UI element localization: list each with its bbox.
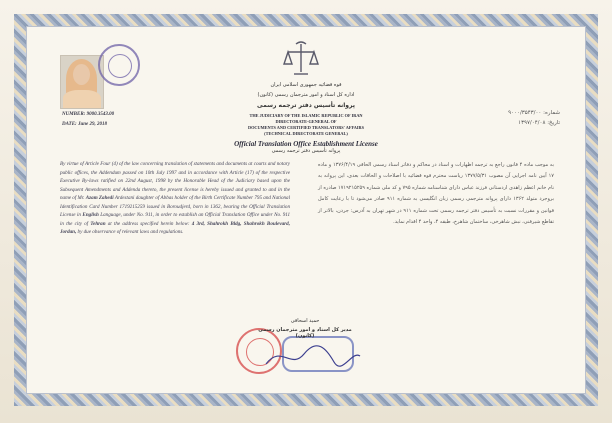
document-title-en: Official Translation Office Establishment License	[234, 140, 378, 148]
license-number-en: NUMBER: 9000.3543.00	[62, 112, 115, 117]
header-fa-line-1: قوه قضائیه جمهوری اسلامی ایران	[270, 82, 342, 88]
en-body-part: at the address specified herein below:	[105, 220, 192, 227]
license-language: English	[82, 212, 99, 218]
en-body-part: Language, under No. 911, in order to establish an Official Translation Office under No. 911 in the city of	[60, 212, 290, 227]
signature-icon	[256, 336, 366, 376]
en-body-part: by due observance of relevant laws and regulations.	[76, 229, 184, 235]
header-en-line-2: DIRECTORATE-GENERAL OF	[275, 119, 337, 124]
holder-name: Azam Zahedi	[85, 195, 114, 201]
en-body-part: By virtue of Article Four (4) of the law concerning translation of statements and documents at courts and notary public offices, the Addendum passed on 10th July 1997 and in accordance with Article (17) of the respective Executive By-laws ratified on 22nd August, 1998 by the Honorable Head of the Judiciary based upon the Subsequent Amendments and Addenda thereto, the present license is hereby issued and granted to and in the name of Mr.	[60, 161, 290, 201]
license-number-fa: شماره: ۹۰۰۰/۳۵۴۳/۰۰	[508, 110, 560, 116]
en-body-part: Ardestani daughter of Abbas holder of the Birth Certificate Number 795 and National Identification Card Number 1719215259 issued in Boroudjerd, born in 1362, bearing the Official Translation License in	[60, 195, 291, 218]
license-date-en: DATE: June 29, 2018	[62, 122, 108, 127]
document-title-fa: پروانه تأسیس دفتر ترجمه رسمی	[271, 148, 341, 154]
signatory-title: مدیر کل اسناد و امور مترجمان رسمی (کانون)	[258, 327, 352, 339]
header-en-line-1: THE JUDICIARY OF THE ISLAMIC REPUBLIC OF IRAN	[249, 113, 363, 118]
header-fa-line-3: پروانه تأسیس دفتر ترجمه رسمی	[257, 102, 355, 109]
header-en-line-3: DOCUMENTS AND CERTIFIED TRANSLATORS' AFFAIRS	[247, 125, 365, 130]
office-city: Tehran	[90, 220, 106, 227]
photo-seal	[98, 44, 140, 86]
license-date-fa: تاریخ: ۱۳۹۷/۰۴/۰۸	[518, 120, 560, 126]
emblem-icon	[282, 40, 320, 80]
persian-body-text: به موجب ماده ۴ قانون راجع به ترجمه اظهارات و اسناد در محاکم و دفاتر اسناد رسمی الحاقی ۱۳۷۶/۴/۱۹ و ماده ۱۷ آیین نامه اجرایی آن مصوب ۱۳۷۷/۵/۳۱ ریاست محترم قوه قضائیه با اصلاحات و الحاقات بعدی، این پروانه به نام خانم اعظم زاهدی اردستانی فرزند عباس دارای شناسنامه شماره ۷۹۵ و کد ملی شماره ۱۷۱۹۲۱۵۲۵۹ صادره از بروجرد متولد ۱۳۶۲ دارای پروانه مترجمی رسمی زبان انگلیسی به شماره ۹۱۱ صادر می‌شود تا با رعایت کامل قوانین و مقررات نسبت به تأسیس دفتر ترجمه رسمی تحت شماره ۹۱۱ در شهر تهران به آدرس: جردن، بالاتر از تقاطع شیرفنی، نبش شاهرخی، ساختمان شاهرخ، طبقه ۴، واحد ۴ اقدام نماید.	[318, 162, 555, 226]
english-body-text	[60, 160, 290, 237]
signatory-name: حمید اسحاقی	[290, 318, 320, 324]
header-en-line-4: (TECHNICAL DIRECTORATE GENERAL)	[264, 131, 348, 136]
office-address: 4 3rd, Shahrokh Bldg, Shahrokh Boulevard, Jordan,	[60, 220, 290, 235]
header-fa-line-2: اداره کل اسناد و امور مترجمان رسمی (کانون)	[257, 92, 355, 98]
